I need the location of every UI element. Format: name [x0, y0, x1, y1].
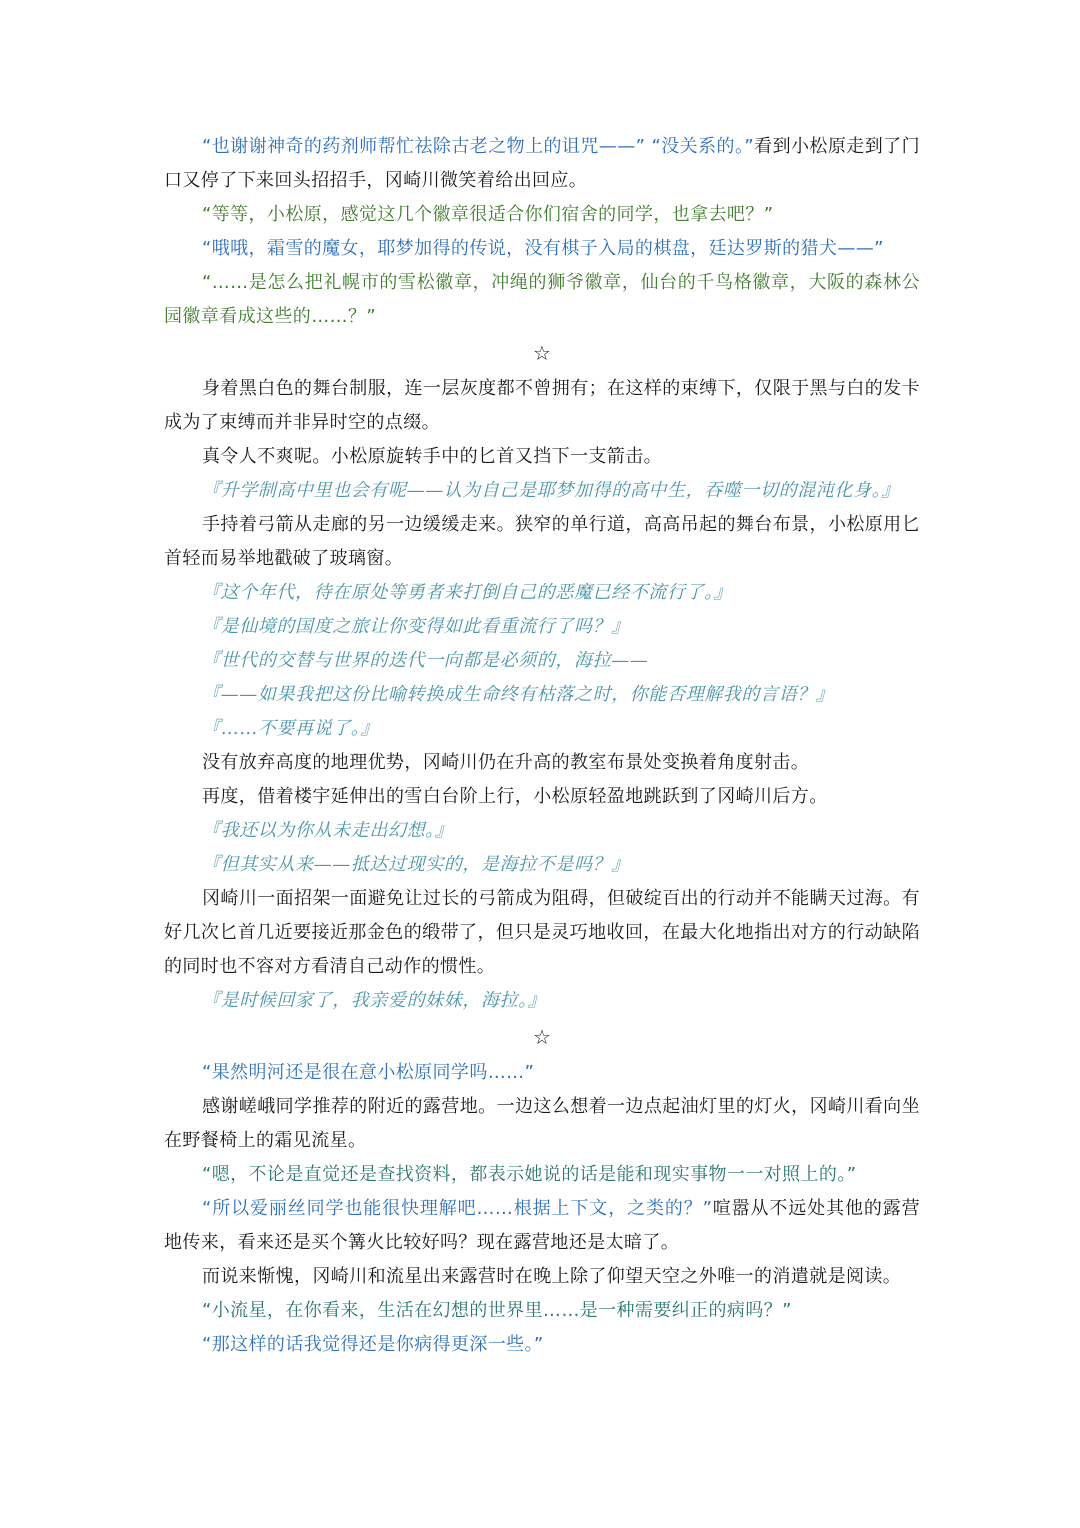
paragraph-25-narration: 喧嚣从不远处其他的露营地传来，看来还是买个篝火比较好吗？现在露营地还是太暗了。	[164, 1198, 920, 1253]
paragraph-4: “……是怎么把礼幌市的雪松徽章，冲绳的狮爷徽章，仙台的千鸟格徽章，大阪的森林公园徽章看成这些的……？”	[164, 272, 920, 327]
paragraph-10: 『这个年代，待在原处等勇者来打倒自己的恶魔已经不流行了。』	[202, 582, 733, 603]
paragraph-3: “哦哦，霜雪的魔女，耶梦加得的传说，没有棋子入局的棋盘，廷达罗斯的猎犬——”	[202, 238, 884, 259]
paragraph-9: 手持着弓箭从走廊的另一边缓缓走来。狭窄的单行道，高高吊起的舞台布景，小松原用匕首轻而易举地戳破了玻璃窗。	[164, 514, 920, 569]
section-separator-star: ☆	[533, 341, 551, 365]
paragraph-17: 『我还以为你从未走出幻想。』	[202, 820, 454, 841]
paragraph-26: 而说来惭愧，冈崎川和流星出来露营时在晚上除了仰望天空之外唯一的消遣就是阅读。	[202, 1266, 902, 1287]
paragraph-18: 『但其实从来——抵达过现实的，是海拉不是吗？』	[202, 854, 630, 875]
paragraph-12: 『世代的交替与世界的迭代一向都是必须的，海拉——	[202, 650, 649, 671]
paragraph-28: “那这样的话我觉得还是你病得更深一些。”	[202, 1334, 544, 1355]
paragraph-27: “小流星，在你看来，生活在幻想的世界里……是一种需要纠正的病吗？”	[202, 1300, 792, 1321]
paragraph-15: 没有放弃高度的地理优势，冈崎川仍在升高的教室布景处变换着角度射击。	[202, 752, 810, 773]
paragraph-20: 『是时候回家了，我亲爱的妹妹，海拉。』	[202, 990, 547, 1011]
paragraph-6: 身着黑白色的舞台制服，连一层灰度都不曾拥有；在这样的束缚下，仅限于黑与白的发卡成为了束缚而并非异时空的点缀。	[164, 378, 920, 433]
paragraph-23: 感谢嵯峨同学推荐的附近的露营地。一边这么想着一边点起油灯里的灯火，冈崎川看向坐在野餐椅上的霜见流星。	[164, 1096, 920, 1151]
paragraph-8: 『升学制高中里也会有呢——认为自己是耶梦加得的高中生，吞噬一切的混沌化身。』	[202, 480, 900, 501]
paragraph-24: “嗯，不论是直觉还是查找资料，都表示她说的话是能和现实事物一一对照上的。”	[202, 1164, 857, 1185]
paragraph-1-dialogue: “也谢谢神奇的药剂师帮忙祛除古老之物上的诅咒——” “没关系的。”	[202, 136, 755, 157]
paragraph-7: 真令人不爽呢。小松原旋转手中的匕首又挡下一支箭击。	[202, 446, 662, 467]
paragraph-2: “等等，小松原，感觉这几个徽章很适合你们宿舍的同学，也拿去吧？”	[202, 204, 774, 225]
paragraph-1-narration: 看到小松原走到了门口又停了下来回头招招手，冈崎川微笑着给出回应。	[164, 136, 920, 191]
paragraph-11: 『是仙境的国度之旅让你变得如此看重流行了吗？』	[202, 616, 630, 637]
paragraph-19: 冈崎川一面招架一面避免让过长的弓箭成为阻碍，但破绽百出的行动并不能瞒天过海。有好几次匕首几近要接近那金色的缎带了，但只是灵巧地收回，在最大化地指出对方的行动缺陷的同时也不容对方看清自己动作的惯性。	[164, 888, 920, 977]
section-separator-star: ☆	[533, 1025, 551, 1049]
document-page	[164, 130, 920, 1362]
paragraph-22: “果然明河还是很在意小松原同学吗……”	[202, 1062, 535, 1083]
paragraph-1	[164, 130, 920, 198]
paragraph-14: 『……不要再说了。』	[202, 718, 379, 739]
paragraph-25	[164, 1192, 920, 1260]
paragraph-16: 再度，借着楼宇延伸出的雪白台阶上行，小松原轻盈地跳跃到了冈崎川后方。	[202, 786, 828, 807]
paragraph-13: 『——如果我把这份比喻转换成生命终有枯落之时，你能否理解我的言语？』	[202, 684, 835, 705]
paragraph-25-dialogue: “所以爱丽丝同学也能很快理解吧……根据上下文，之类的？”	[202, 1198, 713, 1219]
